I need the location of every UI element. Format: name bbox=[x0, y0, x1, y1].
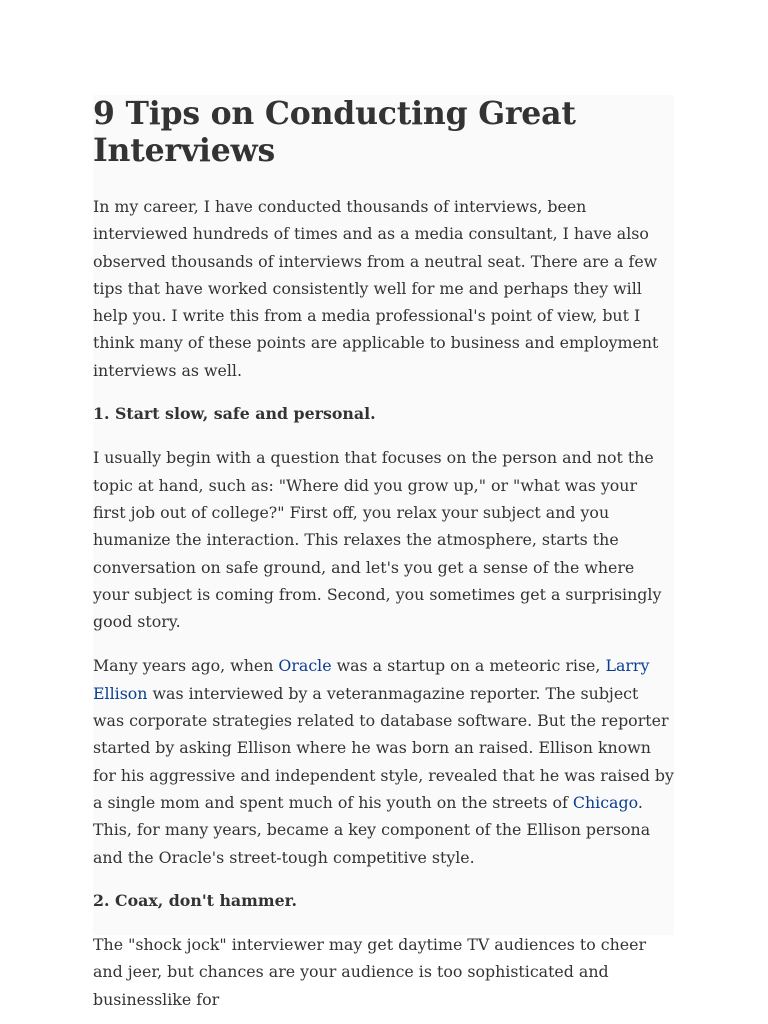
article-title-line1: 9 Tips on Conducting Great bbox=[93, 95, 576, 132]
paragraph-text: was a startup on a meteoric rise, bbox=[331, 656, 606, 676]
article-title-line2: Interviews bbox=[93, 132, 275, 169]
article bbox=[93, 95, 674, 1009]
tip1-paragraph-1: I usually begin with a question that focuses on the person and not the topic at hand, such as: "Where did you grow up," or "what was your first job out of college?" First off, you relax your subject and you humanize the interaction. This relaxes the atmosphere, starts the conversation on safe ground, and let's you get a sense of the where your subject is coming from. Second, you sometimes get a surprisingly good story. bbox=[93, 448, 662, 632]
paragraph-text: was interviewed by a veteranmagazine reporter. The subject was corporate strategies related to database software. But the reporter started by asking Ellison where he was born an raised. Ellison known for his aggressive and independent style, revealed that he was raised by a single mom and spent much of his youth on the streets of bbox=[93, 683, 674, 812]
paragraph-text: . This, for many years, became a key component of the Ellison persona and the Oracle's street-tough competitive style. bbox=[93, 792, 651, 867]
intro-paragraph: In my career, I have conducted thousands of interviews, been interviewed hundreds of times and as a media consultant, I have also observed thousands of interviews from a neutral seat. There are a few tips that have worked consistently well for me and perhaps they will help you. I write this from a media professional's point of view, but I think many of these points are applicable to business and employment interviews as well. bbox=[93, 197, 659, 380]
chicago-link[interactable]: Chicago bbox=[572, 792, 638, 812]
paragraph-text: Many years ago, when bbox=[93, 656, 279, 676]
oracle-link[interactable]: Oracle bbox=[278, 656, 332, 676]
article-title bbox=[93, 95, 674, 169]
tip2-heading: 2. Coax, don't hammer. bbox=[93, 890, 298, 910]
larry-ellison-link[interactable]: Larry Ellison bbox=[93, 656, 650, 703]
tip1-heading: 1. Start slow, safe and personal. bbox=[93, 404, 376, 424]
tip1-paragraph-2 bbox=[93, 652, 674, 870]
tip2-paragraph-1: The "shock jock" interviewer may get daytime TV audiences to cheer and jeer, but chances are your audience is too sophisticated and businesslike for bbox=[93, 935, 647, 1009]
